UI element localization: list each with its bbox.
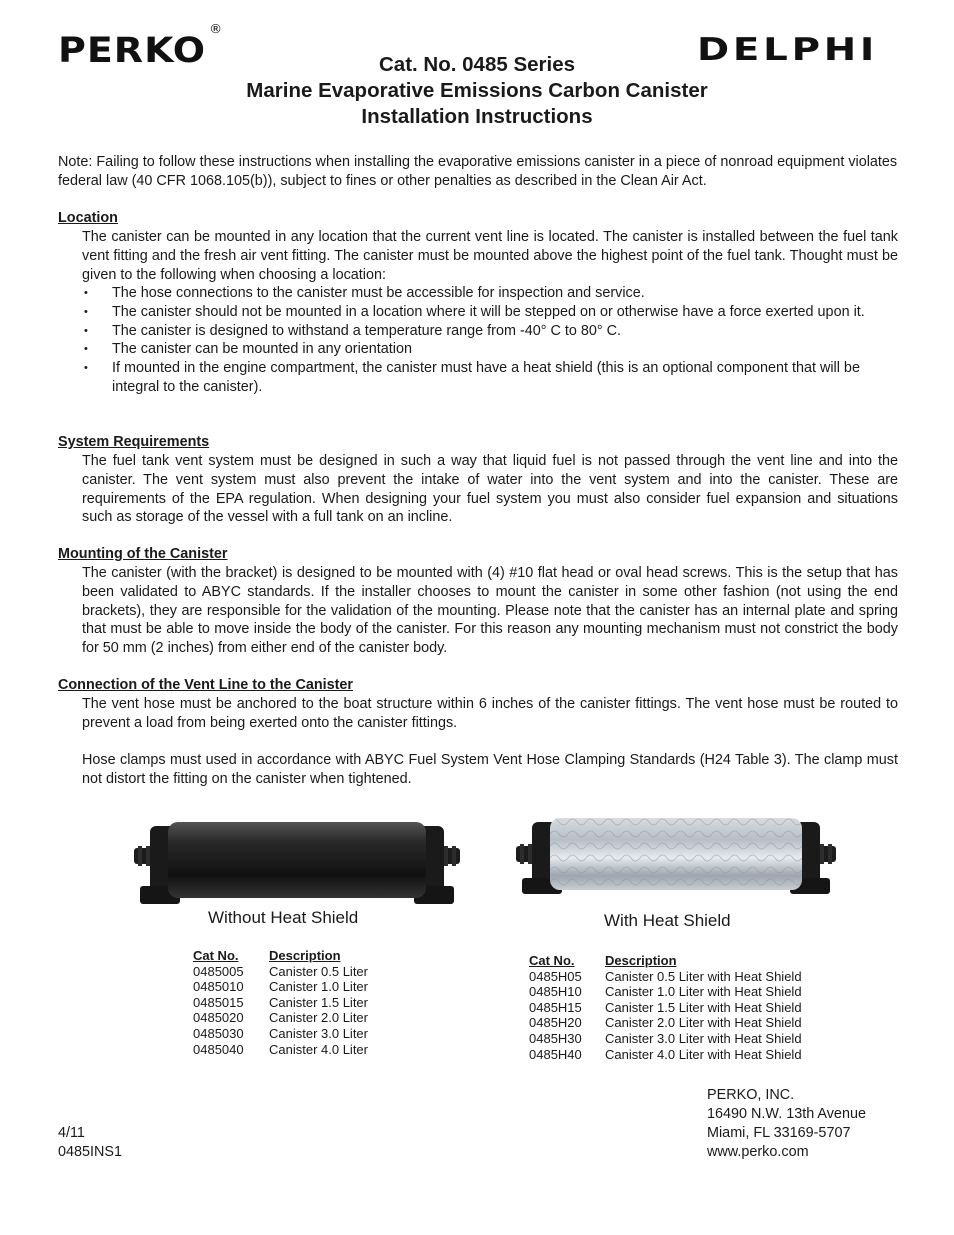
description-cell: Canister 4.0 Liter with Heat Shield	[605, 1046, 802, 1062]
revision-date: 4/11	[58, 1125, 85, 1141]
description-cell: Canister 2.0 Liter with Heat Shield	[605, 1015, 802, 1031]
location-bullets	[82, 284, 882, 397]
document-info	[58, 1124, 122, 1162]
table-row	[529, 1000, 802, 1016]
table-row	[193, 1026, 368, 1042]
connection-body-2: Hose clamps must used in accordance with ABYC Fuel System Vent Hose Clamping Standards (H24 Table 3). The clamp must not distort the fitting on the canister when tightened.	[82, 752, 898, 787]
connection-body-1: The vent hose must be anchored to the boat structure within 6 inches of the canister fittings. The vent hose must be routed to prevent a load from being exerted onto the canister fittings.	[82, 696, 898, 731]
description-cell: Canister 3.0 Liter	[269, 1025, 368, 1041]
title-line-2: Marine Evaporative Emissions Carbon Canister	[246, 79, 708, 102]
column-header-description: Description	[269, 948, 341, 963]
legal-note: Note: Failing to follow these instructions when installing the evaporative emissions canister in a piece of nonroad equipment violates federal law (40 CFR 1068.105(b)), subject to fines or other penalties as described in the Clean Air Act.	[58, 154, 898, 189]
column-header-cat-no: Cat No.	[193, 948, 239, 963]
cat-no-cell: 0485040	[193, 1041, 244, 1057]
table-row	[529, 1047, 802, 1063]
title-line-3: Installation Instructions	[361, 105, 593, 128]
company-address	[707, 1086, 866, 1162]
cat-no-cell: 0485015	[193, 994, 244, 1010]
document-title	[0, 52, 954, 130]
location-bullet: • The canister is designed to withstand a temperature range from -40° C to 80° C.	[82, 322, 882, 341]
system-requirements-heading: System Requirements	[58, 434, 210, 450]
cat-no-cell: 0485H40	[529, 1046, 582, 1062]
table-header-row	[529, 953, 802, 969]
table-row	[529, 984, 802, 1000]
cat-no-cell: 0485020	[193, 1010, 244, 1026]
document-code: 0485INS1	[58, 1144, 123, 1160]
table-row	[193, 979, 368, 995]
mounting-heading: Mounting of the Canister	[58, 546, 228, 562]
table-row	[529, 969, 802, 985]
description-cell: Canister 0.5 Liter with Heat Shield	[605, 968, 802, 984]
delphi-logo: DELPHI	[697, 32, 879, 68]
title-line-1: Cat. No. 0485 Series	[379, 53, 575, 76]
description-cell: Canister 1.5 Liter	[269, 994, 368, 1010]
cat-no-cell: 0485005	[193, 963, 244, 979]
cat-no-cell: 0485H10	[529, 984, 582, 1000]
location-bullet: • If mounted in the engine compartment, the canister must have a heat shield (this is an optional component that will be integral to the canister).	[82, 359, 882, 397]
company-name: PERKO, INC.	[707, 1087, 795, 1103]
registered-mark: ®	[209, 22, 224, 37]
cat-no-cell: 0485H30	[529, 1030, 582, 1046]
website: www.perko.com	[707, 1144, 809, 1160]
column-header-description: Description	[605, 953, 677, 968]
table-row	[193, 964, 368, 980]
description-cell: Canister 3.0 Liter with Heat Shield	[605, 1030, 802, 1046]
description-cell: Canister 4.0 Liter	[269, 1041, 368, 1057]
with-heat-shield-caption: With Heat Shield	[604, 911, 731, 930]
location-body: The canister can be mounted in any location that the current vent line is located. The canister is installed between the fuel tank vent fitting and the fresh air vent fitting. The canister must be mounted above the highest point of the fuel tank. Thought must be given to the following when choosing a location:	[82, 229, 898, 283]
location-heading: Location	[58, 210, 118, 226]
mounting-body: The canister (with the bracket) is designed to be mounted with (4) #10 flat head or oval head screws. This is the setup that has been validated to ABYC standards. If the installer chooses to mount the canister in some other fashion (not using the end brackets), they are responsible for the validation of the mounting. Please note that the canister has an internal plate and spring that must be able to move inside the body of the canister. For this reason any mounting mechanism must not constrict the body for 50 mm (2 inches) from either end of the canister body.	[82, 565, 898, 657]
connection-heading: Connection of the Vent Line to the Canister	[58, 677, 354, 693]
cat-no-cell: 0485H05	[529, 968, 582, 984]
canister-without-heat-shield-image	[132, 818, 462, 910]
cat-no-cell: 0485010	[193, 979, 244, 995]
description-cell: Canister 1.0 Liter	[269, 979, 368, 995]
without-heat-shield-caption: Without Heat Shield	[208, 908, 359, 927]
description-cell: Canister 2.0 Liter	[269, 1010, 368, 1026]
description-cell: Canister 1.5 Liter with Heat Shield	[605, 999, 802, 1015]
perko-logo-text: PERKO	[58, 30, 207, 71]
catalog-table-with-shield	[529, 953, 802, 1062]
street-address: 16490 N.W. 13th Avenue	[707, 1106, 866, 1122]
location-bullet: • The hose connections to the canister must be accessible for inspection and service.	[82, 284, 882, 303]
cat-no-cell: 0485H15	[529, 999, 582, 1015]
column-header-cat-no: Cat No.	[529, 953, 575, 968]
cat-no-cell: 0485030	[193, 1025, 244, 1041]
table-row	[193, 995, 368, 1011]
catalog-table-without-shield	[193, 948, 368, 1057]
location-bullet: • The canister should not be mounted in a location where it will be stepped on or otherwise have a force exerted upon it.	[82, 303, 882, 322]
table-row	[529, 1015, 802, 1031]
city-state-zip: Miami, FL 33169-5707	[707, 1125, 851, 1141]
system-requirements-body: The fuel tank vent system must be designed in such a way that liquid fuel is not passed through the vent line and into the canister. The vent system must also prevent the intake of water into the vent system and into the canister. These are requirements of the EPA regulation. When designing your fuel system you must also consider fuel expansion and situations such as storage of the vessel with a full tank on an incline.	[82, 453, 898, 526]
cat-no-cell: 0485H20	[529, 1015, 582, 1031]
table-row	[193, 1042, 368, 1058]
description-cell: Canister 1.0 Liter with Heat Shield	[605, 984, 802, 1000]
location-bullet: • The canister can be mounted in any orientation	[82, 340, 882, 359]
table-row	[193, 1010, 368, 1026]
table-row	[529, 1031, 802, 1047]
description-cell: Canister 0.5 Liter	[269, 963, 368, 979]
canister-with-heat-shield-image	[514, 816, 838, 900]
table-header-row	[193, 948, 368, 964]
